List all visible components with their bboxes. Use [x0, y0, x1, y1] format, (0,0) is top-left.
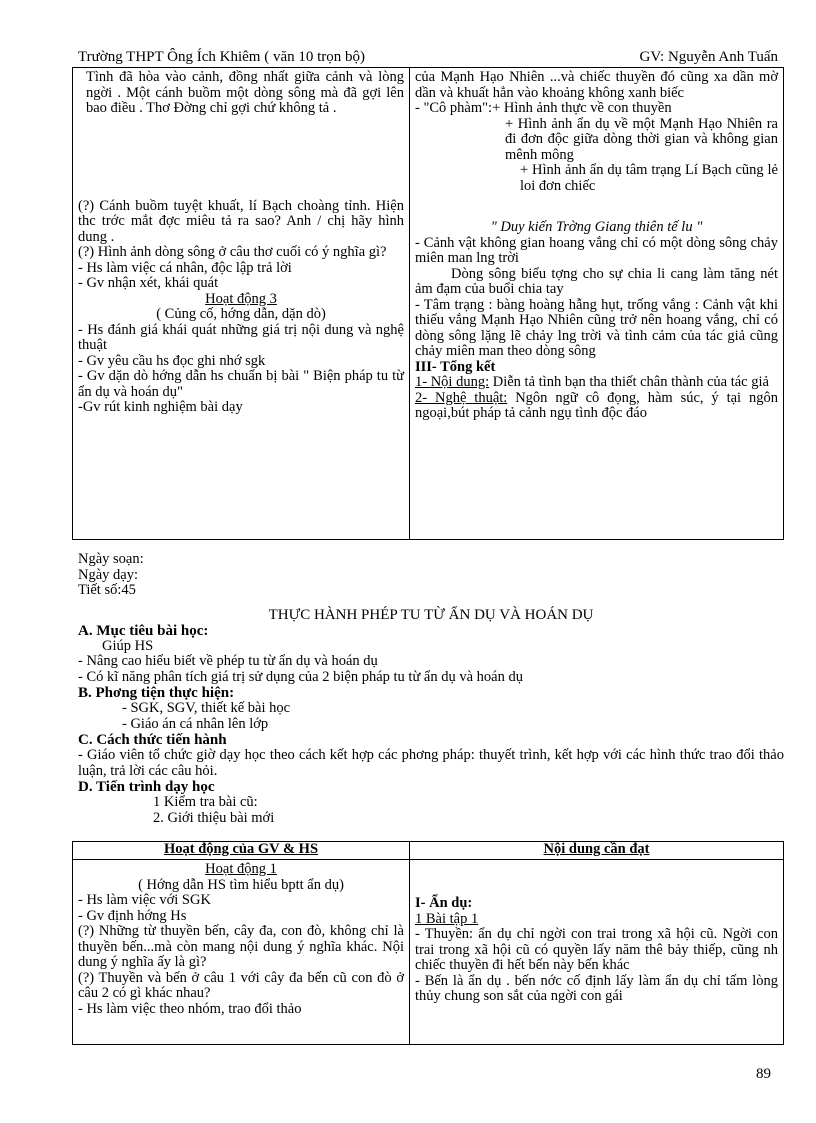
table2-right-para: - Thuyền: ẩn dụ chỉ ngời con trai trong xã hội cũ. Ngời con trai trong xã hội cũ có quyền lấy năm thê bảy thiếp, cũng nh chiếc thuyền đi hết bến này bến khác [415, 926, 778, 973]
table1-right-line: Dòng sông biểu tợng cho sự chia li cang làm tăng nét ảm đạm của buổi chia tay [415, 265, 778, 297]
table1-right-para: của Mạnh Hạo Nhiên ...và chiếc thuyền đó cũng xa dần mờ dần và khuất hẳn vào khoảng không xanh biếc [415, 69, 778, 101]
table1-right-line: - Tâm trạng : bàng hoàng hẫng hụt, trống vắng : Cảnh vật khi thiếu vắng Mạnh Hạo Nhiên cũng trở nên hoang vắng, chỉ có dòng sông lặng lẽ chảy lng trời và tình cảm của tác giả cũng chảy miên man theo dòng sông [415, 296, 778, 359]
section-a-item: - Nâng cao hiểu biết về phép tu từ ẩn dụ và hoán dụ [78, 653, 378, 670]
table2-right-column [410, 860, 783, 1044]
table1-left-line: - Hs làm việc cá nhân, độc lập trả lời [78, 259, 292, 276]
table1-left-line: - Gv yêu cầu hs đọc ghi nhớ sgk [78, 352, 266, 369]
table1-left-line: - Hs đánh giá khái quát những giá trị nội dung và nghệ thuật [78, 321, 404, 353]
table1-right-line: + Hình ảnh ẩn dụ tâm trạng Lí Bạch cũng lẻ loi đơn chiếc [520, 162, 778, 194]
table1-left-line: - Gv dặn dò hớng dẫn hs chuẩn bị bài " Biện pháp tu từ ẩn dụ và hoán dụ" [78, 368, 404, 400]
section-c-text: - Giáo viên tổ chức giờ dạy học theo cách kết hợp các phơng pháp: thuyết trình, kết hợp với các hình thức trao đổi thảo luận, trả lời các câu hỏi. [78, 747, 784, 779]
table1-left-line: - Gv nhận xét, khái quát [78, 275, 219, 291]
lesson-plan [78, 552, 784, 826]
table1-right-line: - "Cô phàm":+ Hình ảnh thực về con thuyền [415, 100, 672, 116]
table2-right-para: - Bến là ẩn dụ . bến nớc cố định lấy làm ẩn dụ chỉ tấm lòng thủy chung son sắt của ngời con gái [415, 972, 778, 1004]
section-a-item: - Có kĩ năng phân tích giá trị sử dụng của 2 biện pháp tu từ ẩn dụ và hoán dụ [78, 668, 523, 685]
metaphor-heading: I- Ẩn dụ: [415, 895, 473, 911]
section-d-heading: D. Tiến trình dạy học [78, 779, 215, 796]
table2-header-content: Nội dung cần đạt [543, 841, 650, 857]
table2-body-row [73, 860, 783, 1044]
section-d-item: 2. Giới thiệu bài mới [153, 809, 275, 826]
poem-line: " Duy kiến Trờng Giang thiên tế lu " [490, 219, 703, 235]
table1-left-column [73, 68, 410, 539]
prep-date: Ngày soạn: [78, 551, 144, 567]
table2-header-activities: Hoạt động của GV & HS [73, 842, 410, 859]
table2-left-column [73, 860, 410, 1044]
table1-left-question: (?) Cánh buồm tuyệt khuất, lí Bạch choàng tỉnh. Hiện thc trớc mắt đợc miêu tả ra sao? Anh / chị hãy hình dung . [78, 197, 404, 245]
activity-heading: Hoạt động 1 [205, 861, 277, 877]
page-number: 89 [756, 1066, 771, 1082]
content-text: Diễn tả tình bạn tha thiết chân thành của tác giả [489, 374, 769, 390]
activity-subheading: ( Củng cố, hớng dẫn, dặn dò) [156, 306, 326, 322]
header-teacher: GV: Nguyễn Anh Tuấn [639, 49, 778, 65]
section-b-item: - Giáo án cá nhân lên lớp [122, 715, 269, 732]
page-header [78, 49, 778, 65]
art-text: Ngôn ngữ cô đọng, hàm súc, ý tại ngôn ngoại,bút pháp tả cảnh ngụ tình độc đáo [415, 389, 778, 421]
table1-left-line: -Gv rút kinh nghiệm bài dạy [78, 399, 243, 415]
teach-date: Ngày dạy: [78, 566, 138, 583]
table2-left-line: - Hs làm việc theo nhóm, trao đổi thảo [78, 1000, 302, 1017]
art-label: 2- Nghệ thuật: [415, 389, 508, 406]
table2-header-row [73, 842, 783, 860]
table2-left-line: - Hs làm việc với SGK [78, 892, 211, 908]
section-c-heading: C. Cách thức tiến hành [78, 732, 227, 749]
table1-right-line: + Hình ảnh ẩn dụ về một Mạnh Hạo Nhiên ra đi đơn độc giữa dòng thời gian và không gian mênh mông [505, 115, 778, 163]
lesson-table-top [72, 67, 784, 540]
table2-left-question: (?) Thuyền và bến ở câu 1 với cây đa bến cũ con đò ở câu 2 có gì khác nhau? [78, 969, 404, 1001]
content-label: 1- Nội dung: [415, 374, 490, 390]
exercise-heading: 1 Bài tập 1 [415, 910, 479, 927]
section-a-item: Giúp HS [102, 637, 154, 654]
section-b-item: - SGK, SGV, thiết kế bài học [122, 700, 291, 717]
period-number: Tiết số:45 [78, 582, 136, 598]
lesson-title: THỰC HÀNH PHÉP TU TỪ ẨN DỤ VÀ HOÁN DỤ [268, 606, 594, 623]
table1-left-para: Tình đã hòa vào cảnh, đồng nhất giữa cảnh và lòng ngời . Một cánh buồm một dòng sông mà đã gợi lên bao điều . Thơ Đờng chỉ gợi chứ không tả . [86, 69, 404, 116]
section-b-heading: B. Phơng tiện thực hiện: [78, 685, 235, 702]
table1-right-line: - Cảnh vật không gian hoang vắng chỉ có một dòng sông chảy miên man lng trời [415, 234, 778, 266]
summary-heading: III- Tổng kết [415, 358, 496, 375]
lesson-table-bottom [72, 841, 784, 1045]
header-school: Trường THPT Ông Ích Khiêm ( văn 10 trọn bộ) [78, 49, 366, 65]
activity-subheading: ( Hớng dẫn HS tìm hiểu bptt ẩn dụ) [138, 876, 344, 893]
section-a-heading: A. Mục tiêu bài học: [78, 622, 209, 639]
activity-heading: Hoạt động 3 [205, 290, 277, 307]
section-d-item: 1 Kiểm tra bài cũ: [153, 794, 258, 811]
table1-left-question: (?) Hình ảnh dòng sông ở câu thơ cuối có ý nghĩa gì? [78, 244, 387, 260]
table2-left-line: - Gv định hớng Hs [78, 907, 187, 924]
table2-left-question: (?) Những từ thuyền bến, cây đa, con đò, không chỉ là thuyền bến...mà còn mang nội dung ý nghĩa khác. Nội dung ý nghĩa ấy là gì? [78, 923, 404, 970]
table1-right-column [410, 68, 783, 539]
